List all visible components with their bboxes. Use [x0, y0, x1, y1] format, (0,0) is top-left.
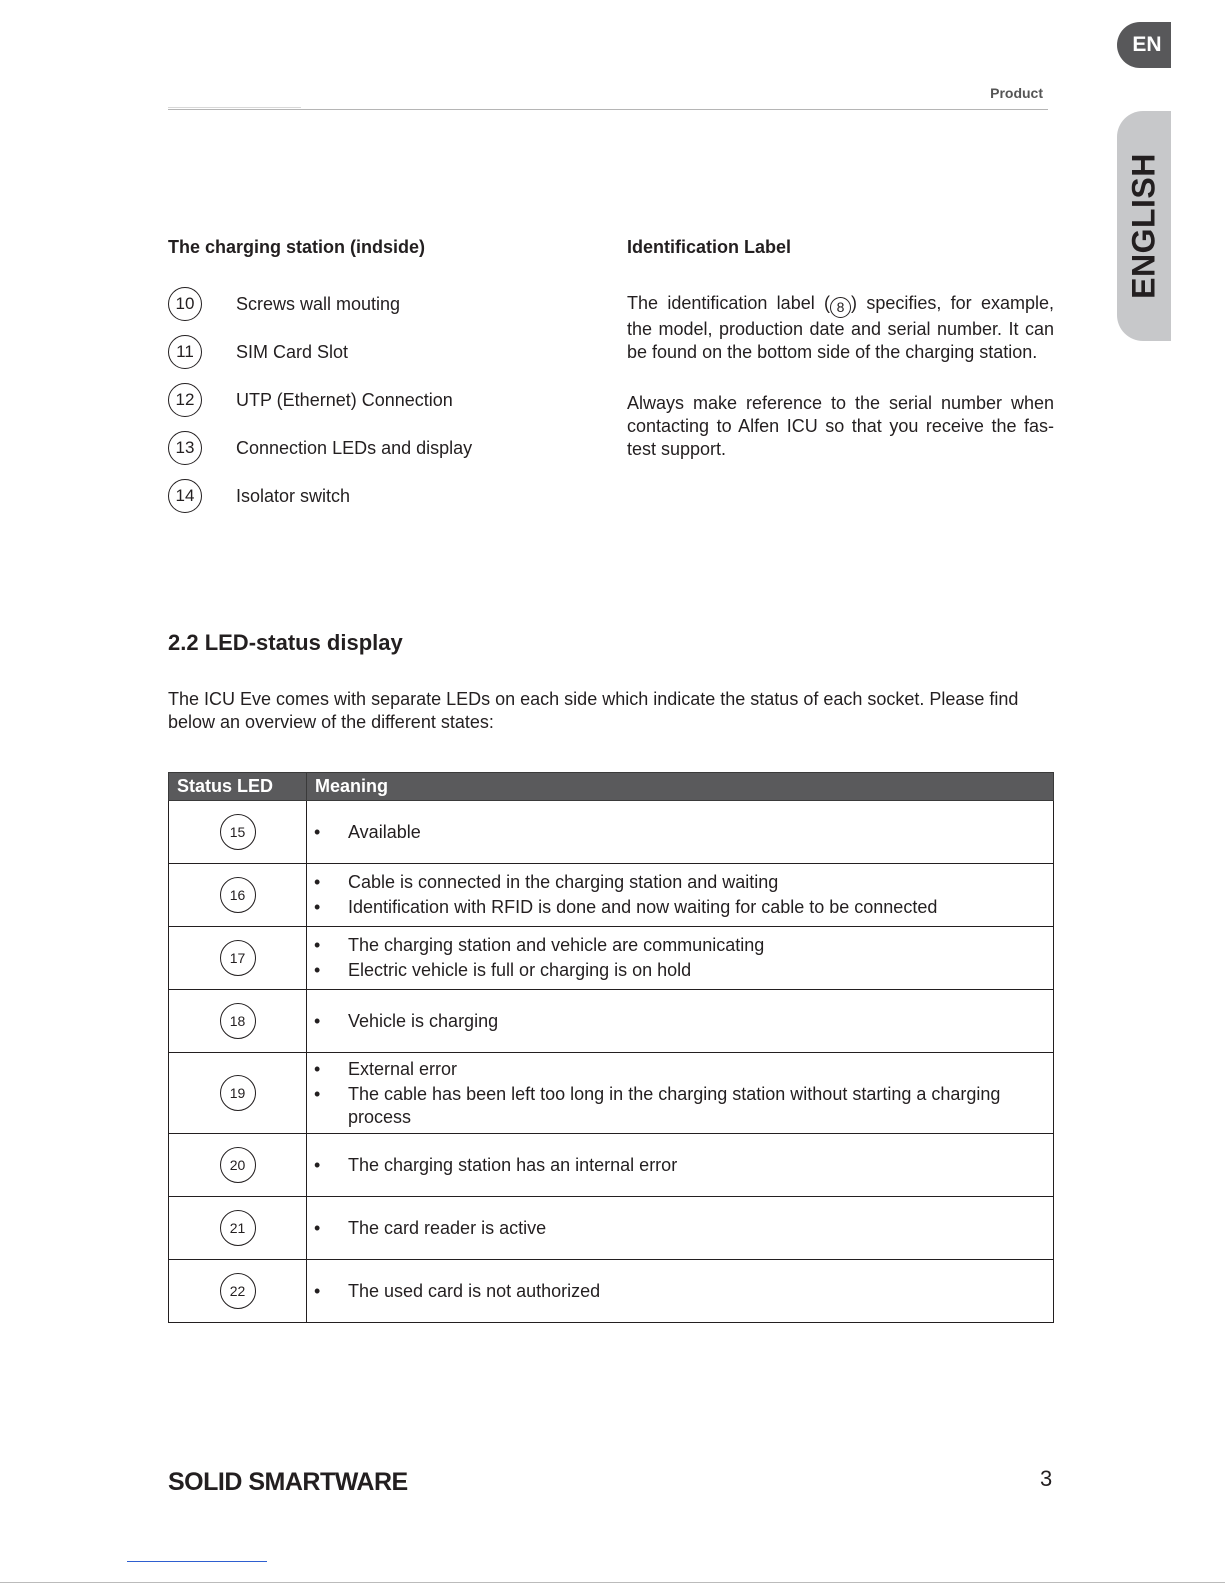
table-row — [169, 1197, 1054, 1260]
led-number: 17 — [220, 940, 256, 976]
meaning-cell — [307, 801, 1054, 864]
idlabel-heading: Identification Label — [627, 237, 792, 257]
led-cell — [169, 927, 307, 990]
meaning-cell — [307, 1260, 1054, 1323]
led-number: 15 — [220, 814, 256, 850]
meaning-item — [308, 1217, 1040, 1240]
led-cell — [169, 1260, 307, 1323]
meaning-item — [308, 896, 1040, 919]
meaning-text: Available — [348, 821, 421, 842]
bullet-icon: • — [314, 1083, 321, 1104]
component-number: 12 — [168, 383, 202, 417]
table-row — [169, 1134, 1054, 1197]
section-title: 2.2 LED-status display — [168, 630, 403, 655]
led-cell — [169, 801, 307, 864]
meaning-item — [308, 1083, 1040, 1129]
column-header-meaning: Meaning — [307, 773, 1054, 801]
header-rule — [168, 109, 1048, 110]
component-number: 11 — [168, 335, 202, 369]
component-label: UTP (Ethernet) Connection — [236, 389, 453, 410]
meaning-cell — [307, 864, 1054, 927]
meaning-text: Electric vehicle is full or charging is on hold — [348, 960, 692, 980]
bullet-icon: • — [314, 897, 321, 917]
language-tab-en[interactable]: EN — [1117, 22, 1171, 68]
meaning-item — [308, 959, 1040, 982]
component-label: SIM Card Slot — [236, 341, 349, 362]
meaning-cell — [307, 990, 1054, 1053]
component-item — [168, 477, 351, 515]
column-header-status-led: Status LED — [169, 773, 307, 801]
table-row — [169, 801, 1054, 864]
label-reference-number: 8 — [830, 297, 851, 318]
meaning-text: Identification with RFID is done and now waiting for cable to be connected — [348, 897, 938, 917]
led-number: 16 — [220, 877, 256, 913]
led-number: 19 — [220, 1075, 256, 1111]
bullet-icon: • — [314, 1154, 321, 1175]
component-item — [168, 429, 473, 467]
idlabel-paragraph-1 — [627, 292, 1054, 364]
component-label: Connection LEDs and display — [236, 437, 473, 458]
section-intro: The ICU Eve comes with separate LEDs on each side which indicate the status of each socket. Please find below an overview of the different states: — [168, 689, 1019, 732]
table-header-row — [169, 773, 1054, 801]
meaning-cell — [307, 1197, 1054, 1260]
led-number: 21 — [220, 1210, 256, 1246]
table-row — [169, 990, 1054, 1053]
idlabel-text-before: The identification label ( — [627, 293, 831, 313]
meaning-text: Vehicle is charging — [348, 1010, 499, 1031]
table-row — [169, 927, 1054, 990]
idlabel-paragraph-2: Always make reference to the serial number when contacting to Alfen ICU so that you receive the fas- test support. — [627, 393, 1054, 459]
component-number: 14 — [168, 479, 202, 513]
meaning-item — [308, 871, 1040, 894]
meaning-item — [308, 934, 1040, 957]
meaning-text: The card reader is active — [348, 1217, 547, 1238]
table-row — [169, 1053, 1054, 1134]
bullet-icon: • — [314, 1010, 321, 1031]
component-label: Isolator switch — [236, 485, 351, 506]
led-cell — [169, 1197, 307, 1260]
led-cell — [169, 1053, 307, 1134]
led-number: 22 — [220, 1273, 256, 1309]
meaning-cell — [307, 1053, 1054, 1134]
brand-logo: SOLID SMARTWARE — [168, 1468, 408, 1496]
meaning-text: The charging station and vehicle are communicating — [348, 935, 765, 955]
component-number: 10 — [168, 287, 202, 321]
led-number: 20 — [220, 1147, 256, 1183]
bullet-icon: • — [314, 1217, 321, 1238]
page-bottom-rule — [0, 1582, 1225, 1583]
language-tab-english[interactable] — [1117, 111, 1171, 341]
meaning-cell — [307, 927, 1054, 990]
bullet-icon: • — [314, 1058, 321, 1079]
component-number: 13 — [168, 431, 202, 465]
meaning-cell — [307, 1134, 1054, 1197]
meaning-text: The used card is not authorized — [348, 1280, 601, 1301]
inside-heading: The charging station (indside) — [168, 237, 426, 257]
idlabel-text-after: ) specifies, for example, the model, production date and serial number. It can be found on the bottom side of the charging station. — [627, 293, 1054, 362]
language-tab-english-label: ENGLISH — [1125, 153, 1162, 299]
component-item — [168, 381, 453, 419]
page-number: 3 — [1040, 1466, 1053, 1491]
led-status-table — [168, 772, 1054, 1323]
led-cell — [169, 990, 307, 1053]
bullet-icon: • — [314, 872, 321, 892]
table-row — [169, 864, 1054, 927]
header-rule-accent — [168, 107, 301, 108]
meaning-item — [308, 1058, 1040, 1081]
meaning-text: Cable is connected in the charging station and waiting — [348, 872, 779, 892]
meaning-text: The cable has been left too long in the charging station without starting a charging process — [348, 1083, 1001, 1127]
bullet-icon: • — [314, 821, 321, 842]
meaning-item — [308, 1280, 1040, 1303]
component-item — [168, 285, 401, 323]
table-row — [169, 1260, 1054, 1323]
bullet-icon: • — [314, 1280, 321, 1301]
meaning-text: The charging station has an internal error — [348, 1154, 678, 1175]
meaning-item — [308, 821, 1040, 844]
meaning-text: External error — [348, 1058, 458, 1079]
bullet-icon: • — [314, 935, 321, 955]
led-cell — [169, 864, 307, 927]
component-item — [168, 333, 349, 371]
link-underline — [127, 1561, 267, 1562]
meaning-item — [308, 1154, 1040, 1177]
meaning-item — [308, 1010, 1040, 1033]
led-cell — [169, 1134, 307, 1197]
bullet-icon: • — [314, 960, 321, 980]
header-section-label: Product — [990, 85, 1043, 101]
led-number: 18 — [220, 1003, 256, 1039]
component-label: Screws wall mouting — [236, 293, 401, 314]
